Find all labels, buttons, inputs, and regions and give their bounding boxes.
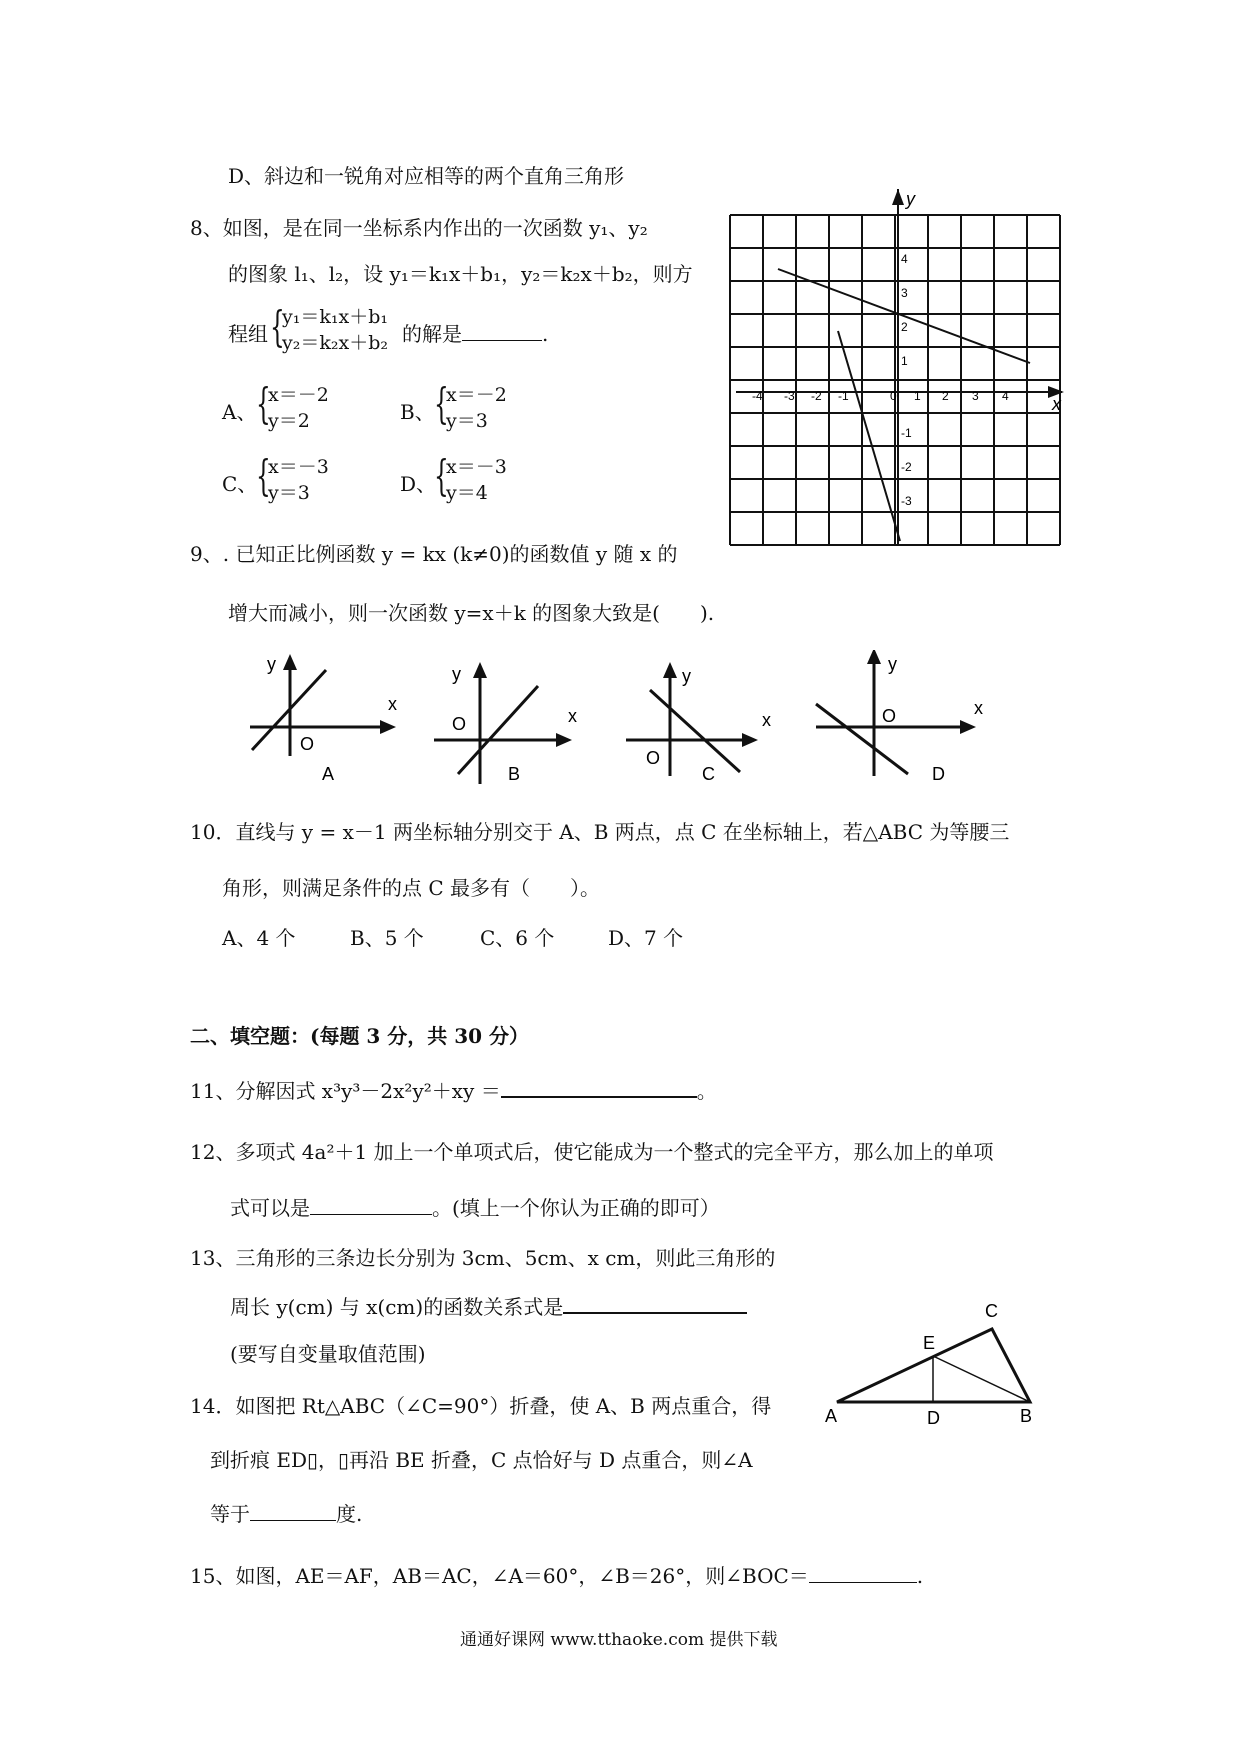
q14-label-d: D	[927, 1408, 940, 1428]
q11-line	[190, 1078, 717, 1103]
q14-label-e: E	[923, 1333, 936, 1353]
q14-label-c: C	[985, 1301, 998, 1321]
q8-option-d-x: x＝－3	[446, 456, 507, 478]
q8-option-a-system	[268, 384, 329, 436]
q8-line-l2	[838, 331, 900, 541]
q8-y-tick: 2	[901, 320, 908, 334]
q9-line1: 9、. 已知正比例函数 y = kx (k≠0)的函数值 y 随 x 的	[190, 542, 678, 566]
q10-option-b: B、5 个	[350, 926, 424, 950]
page-footer: 通通好课网 www.tthaoke.com 提供下载	[460, 1630, 778, 1650]
q8-y-tick: -3	[901, 494, 912, 508]
q8-option-d-system	[446, 456, 507, 508]
q9-graph-b-x: x	[568, 706, 577, 726]
q10-line1: 10．直线与 y = x－1 两坐标轴分别交于 A、B 两点，点 C 在坐标轴上，若△ABC 为等腰三	[190, 820, 1010, 844]
q8-option-a-x: x＝－2	[268, 384, 329, 406]
q9-line2: 增大而减小，则一次函数 y=x＋k 的图象大致是( ).	[228, 601, 715, 625]
q8-option-b-label: B、	[400, 400, 435, 424]
q9-graph-d	[816, 650, 983, 784]
q8-option-b-y: y＝3	[446, 410, 488, 432]
q9-graph-b-o: O	[452, 714, 467, 734]
q9-graph-b-y: y	[452, 664, 461, 684]
q8-x-tick: 2	[942, 389, 949, 403]
q8-period: .	[542, 322, 549, 346]
q8-option-c-system	[268, 456, 329, 508]
q13-answer-blank	[563, 1294, 747, 1314]
q11-end: 。	[696, 1079, 717, 1103]
q8-option-d-brace: {	[434, 451, 449, 500]
q9-graphs	[240, 650, 1010, 790]
q8-x-tick: -3	[784, 389, 795, 403]
q8-answer-blank	[462, 322, 542, 341]
q8-x-tick: -2	[811, 389, 822, 403]
q8-y-arrow	[892, 189, 904, 205]
q8-option-b-x: x＝－2	[446, 384, 507, 406]
q8-solution-label: 的解是	[402, 322, 462, 346]
q8-x-tick: -4	[752, 389, 763, 403]
q8-y-tick: -2	[901, 460, 912, 474]
q14-line3	[210, 1502, 362, 1526]
q9-graph-a-o: O	[300, 734, 315, 754]
q8-option-d-label: D、	[400, 472, 437, 496]
q8-option-a-brace: {	[256, 379, 271, 428]
q9-graph-c	[626, 662, 771, 784]
q14-line3-suffix: 度.	[336, 1502, 363, 1526]
q14-fold-be	[933, 1356, 1030, 1402]
q8-option-d-y: y＝4	[446, 482, 488, 504]
q14-label-b: B	[1020, 1406, 1033, 1426]
q14-line3-prefix: 等于	[210, 1502, 250, 1526]
q9-graph-a-y: y	[267, 654, 276, 674]
q10-line2: 角形，则满足条件的点 C 最多有（ ）。	[222, 876, 601, 900]
q8-option-c-brace: {	[256, 451, 271, 500]
q14-triangle-figure	[815, 1295, 1060, 1430]
q7-option-d: D、斜边和一锐角对应相等的两个直角三角形	[228, 164, 625, 188]
q9-graph-c-y: y	[682, 666, 691, 686]
q8-y-tick: 4	[901, 252, 908, 266]
q8-option-b-system	[446, 384, 507, 436]
q8-line2: 的图象 l₁、l₂，设 y₁＝k₁x＋b₁，y₂＝k₂x＋b₂，则方	[228, 262, 693, 286]
q9-graph-c-o: O	[646, 748, 661, 768]
q9-graph-a-x: x	[388, 694, 397, 714]
q9-graph-d-o: O	[882, 706, 897, 726]
q9-graph-c-x: x	[762, 710, 771, 730]
q10-option-d: D、7 个	[608, 926, 684, 950]
q9-graph-c-label: C	[702, 764, 715, 784]
q8-y-tick: 3	[901, 286, 908, 300]
q10-option-a: A、4 个	[222, 926, 296, 950]
q8-eq2: y₂＝k₂x＋b₂	[282, 332, 388, 354]
q9-graph-d-x: x	[974, 698, 983, 718]
q11-answer-blank	[501, 1078, 697, 1098]
q8-x-tick: 3	[972, 389, 979, 403]
q15-answer-blank	[809, 1564, 917, 1583]
q8-grid-graph	[720, 185, 1070, 575]
q8-x-tick: 4	[1002, 389, 1009, 403]
q8-line3-prefix: 程组	[228, 322, 268, 346]
q10-option-c: C、6 个	[480, 926, 555, 950]
q14-line1: 14．如图把 Rt△ABC（∠C=90°）折叠，使 A、B 两点重合，得	[190, 1394, 772, 1418]
q13-line1: 13、三角形的三条边长分别为 3cm、5cm、x cm，则此三角形的	[190, 1246, 776, 1270]
q12-line1: 12、多项式 4a²＋1 加上一个单项式后，使它能成为一个整式的完全平方，那么加上的单项	[190, 1140, 994, 1164]
q9-graph-a-label: A	[322, 764, 335, 784]
q8-y-tick: 1	[901, 354, 908, 368]
q13-line2-text: 周长 y(cm) 与 x(cm)的函数关系式是	[230, 1295, 564, 1319]
q8-x-tick: 0	[890, 389, 897, 403]
q12-line2	[230, 1196, 720, 1220]
q8-line3-suffix	[402, 322, 548, 346]
q11-text: 11、分解因式 x³y³－2x²y²＋xy ＝	[190, 1079, 501, 1103]
q14-line2: 到折痕 ED▯，▯再沿 BE 折叠，C 点恰好与 D 点重合，则∠A	[210, 1448, 753, 1472]
q8-option-b-brace: {	[434, 379, 449, 428]
q12-line2-prefix: 式可以是	[230, 1196, 310, 1220]
q13-line2	[230, 1294, 747, 1319]
q8-x-tick: 1	[914, 389, 921, 403]
q8-x-axis-label: x	[1052, 394, 1061, 414]
q8-option-c-y: y＝3	[268, 482, 310, 504]
q15-line	[190, 1564, 923, 1588]
q8-grid-lines	[730, 215, 1060, 545]
q12-line2-suffix: 。(填上一个你认为正确的即可）	[432, 1196, 720, 1220]
q15-end: .	[916, 1564, 924, 1588]
section2-title: 二、填空题：(每题 3 分，共 30 分）	[190, 1024, 530, 1048]
q9-graph-b-label: B	[508, 764, 521, 784]
q9-graph-b	[434, 662, 577, 784]
q14-label-a: A	[825, 1406, 838, 1426]
q14-answer-blank	[250, 1502, 336, 1521]
q8-y-axis-label: y	[906, 189, 915, 209]
q8-option-a-y: y＝2	[268, 410, 310, 432]
q8-option-c-x: x＝－3	[268, 456, 329, 478]
q15-text: 15、如图，AE＝AF，AB＝AC，∠A＝60°，∠B＝26°，则∠BOC＝	[190, 1564, 809, 1588]
q9-graph-d-y: y	[888, 654, 897, 674]
q12-answer-blank	[310, 1196, 432, 1215]
q9-graph-a	[250, 654, 397, 784]
q8-y-tick: -1	[901, 426, 912, 440]
q13-line3: (要写自变量取值范围)	[230, 1342, 426, 1366]
q8-x-tick: -1	[838, 389, 849, 403]
q8-option-c-label: C、	[222, 472, 258, 496]
q8-eq1: y₁＝k₁x＋b₁	[282, 306, 388, 328]
q8-option-a-label: A、	[222, 400, 257, 424]
q9-graph-d-label: D	[932, 764, 945, 784]
q8-line1: 8、如图，是在同一坐标系内作出的一次函数 y₁、y₂	[190, 216, 648, 240]
q8-line-l1	[778, 269, 1030, 363]
q8-system	[282, 306, 388, 358]
q8-system-brace: {	[270, 302, 285, 351]
